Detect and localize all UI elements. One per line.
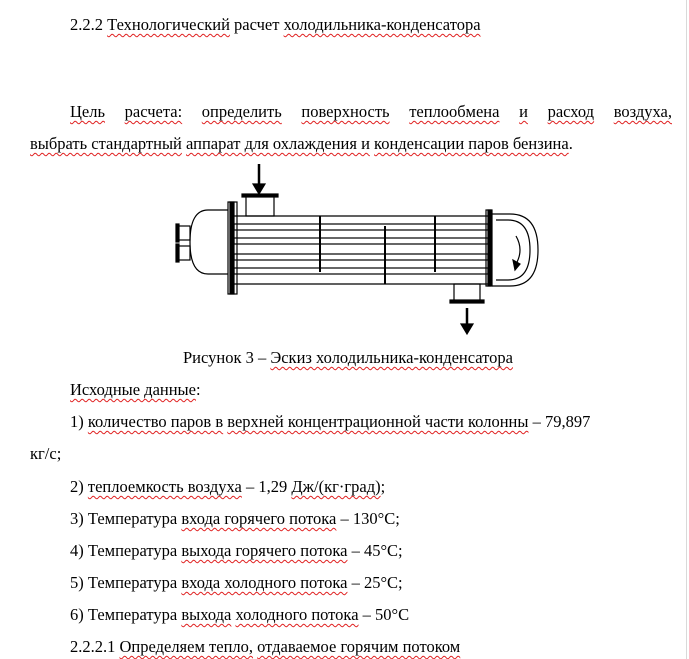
item-number: 1) <box>70 412 84 431</box>
item-value: – 25°C; <box>351 573 403 592</box>
item-value: – 130°C; <box>340 509 400 528</box>
page-edge <box>686 0 687 659</box>
item-text: 5) Температура <box>70 573 178 592</box>
item-text: 4) Температура <box>70 541 178 560</box>
input-item-2 <box>70 477 385 497</box>
item-text: теплоемкость воздуха <box>87 477 242 496</box>
subsection-text: Определяем тепло, <box>119 637 254 656</box>
section-number: 2.2.2 <box>70 15 103 34</box>
goal-line-1 <box>70 102 672 122</box>
item-text: количество паров в <box>87 412 224 431</box>
section-title-word: Технологический <box>107 15 230 34</box>
condenser-sketch <box>170 160 550 340</box>
input-item-5 <box>70 573 403 593</box>
goal-word: и <box>519 102 528 121</box>
item-text: холодного потока <box>235 605 359 624</box>
item-text: 6) Температура <box>70 605 178 624</box>
goal-word: теплообмена <box>409 102 500 121</box>
input-item-1-cont <box>30 444 61 464</box>
inputs-heading-colon: : <box>195 380 201 399</box>
goal-phrase: выбрать стандартный <box>30 134 182 153</box>
goal-phrase: конденсации паров бензина <box>374 134 569 153</box>
sketch-drawing <box>176 164 538 334</box>
goal-word: расчета: <box>124 102 183 121</box>
item-text: выхода <box>181 605 232 624</box>
subsection-number: 2.2.2.1 <box>70 637 116 656</box>
item-text: входа горячего потока <box>181 509 337 528</box>
item-punct: ; <box>380 477 386 496</box>
item-text: выхода горячего потока <box>181 541 348 560</box>
item-number: 2) <box>70 477 84 496</box>
item-text: входа холодного потока <box>181 573 348 592</box>
item-unit: Дж/(кг·град) <box>291 477 381 496</box>
subsection-title <box>70 637 460 657</box>
input-item-4 <box>70 541 403 561</box>
input-item-3 <box>70 509 400 529</box>
item-value: – 45°C; <box>351 541 403 560</box>
item-text: верхней концентрационной части колонны <box>227 412 529 431</box>
goal-phrase: аппарат для охлаждения и <box>186 134 370 153</box>
goal-word: Цель <box>70 102 105 121</box>
item-text: 3) Температура <box>70 509 178 528</box>
goal-period: . <box>568 134 573 153</box>
goal-word: определить <box>201 102 282 121</box>
input-item-1 <box>70 412 590 432</box>
item-value: – 1,29 <box>246 477 288 496</box>
item-value: – 50°C <box>362 605 410 624</box>
inputs-heading-text: Исходные данные <box>70 380 196 399</box>
goal-word: расход <box>547 102 595 121</box>
goal-word: поверхность <box>301 102 390 121</box>
item-unit: кг/с; <box>30 444 62 463</box>
inputs-heading <box>70 380 201 400</box>
goal-line-2 <box>30 134 573 154</box>
input-item-6 <box>70 605 409 625</box>
section-title <box>70 15 481 35</box>
figure-caption <box>183 348 513 368</box>
section-title-word: расчет <box>234 15 280 34</box>
goal-word: воздуха, <box>613 102 672 121</box>
item-value: – 79,897 <box>532 412 591 431</box>
section-title-word: холодильника-конденсатора <box>283 15 481 34</box>
figure-label: Рисунок 3 – <box>183 348 267 367</box>
subsection-text: отдаваемое горячим потоком <box>257 637 461 656</box>
figure-caption-text: Эскиз холодильника-конденсатора <box>270 348 513 367</box>
